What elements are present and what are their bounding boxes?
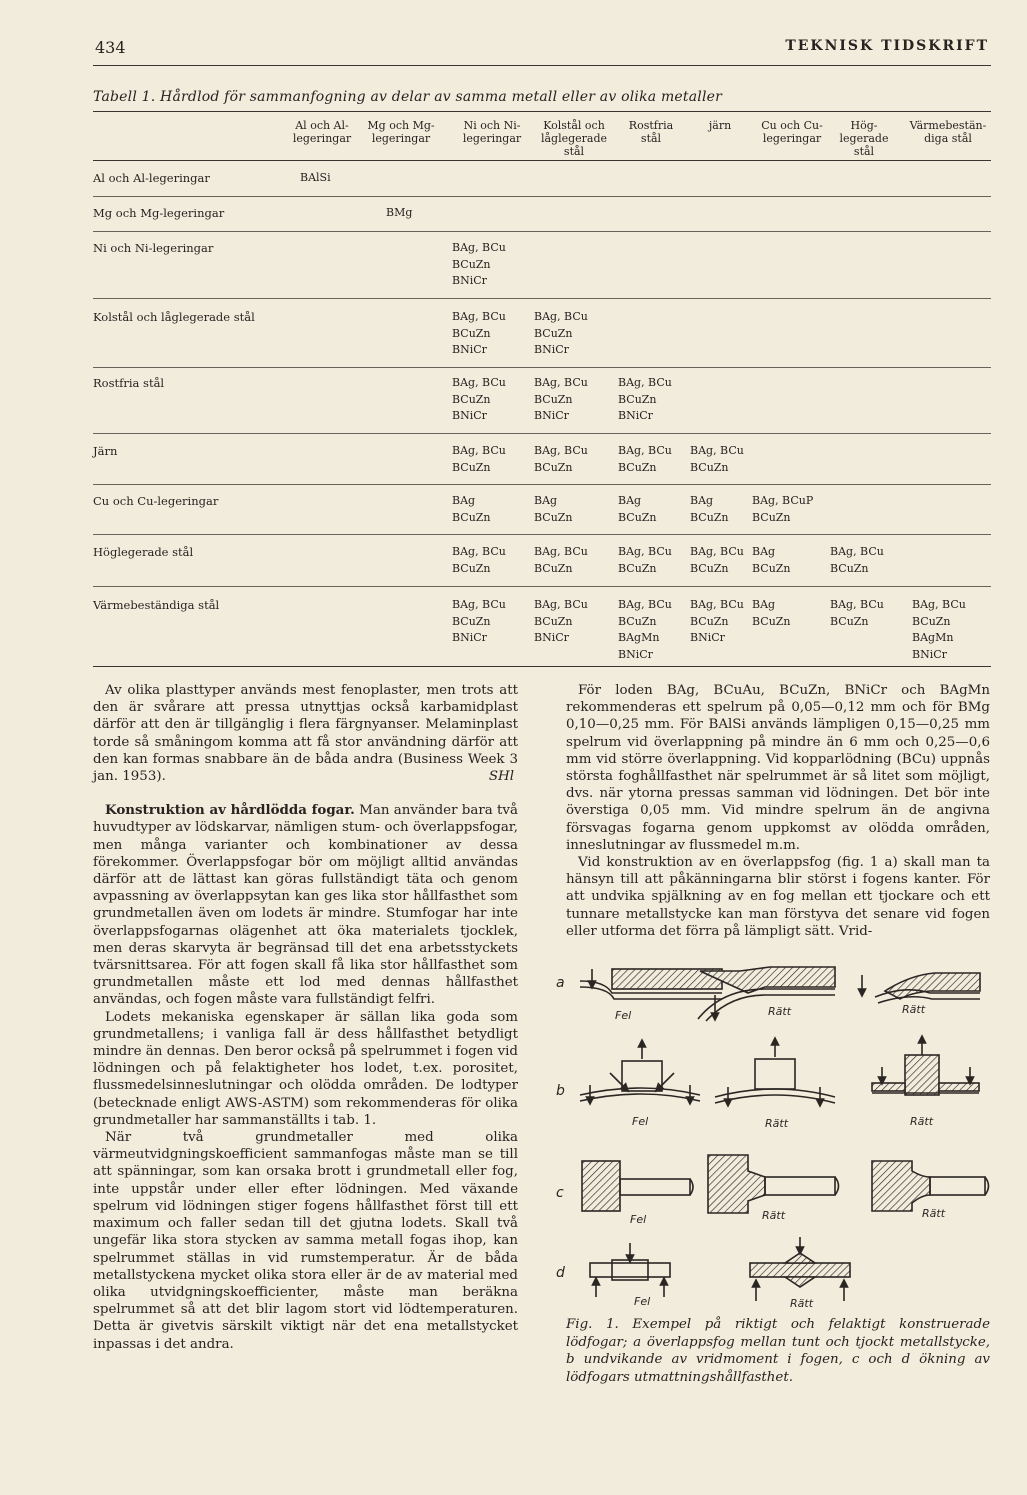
label-ratt-a2: Rätt [902,1003,926,1016]
table-bottom-rule [93,666,991,667]
row-label: Värmebeständiga stål [93,598,220,612]
table-cell: BAg BCuZn [534,494,573,524]
left-column [93,682,518,1353]
label-fel-d: Fel [634,1295,651,1308]
column-header: Rostfria stål [628,119,674,145]
table-cell: BAg, BCu BCuZn BNiCr [534,376,588,422]
label-ratt-a1: Rätt [768,1005,792,1018]
row-rule [93,534,991,535]
section-heading: Konstruktion av hårdlödda fogar. [105,802,355,819]
column-header: Kolstål och låglegerade stål [540,119,608,158]
column-header: Al och Al- legeringar [292,119,352,145]
table-cell: BAg, BCu BCuZn BNiCr [452,310,506,356]
table-cell: BMg [386,206,413,219]
row-label: Al och Al-legeringar [93,171,210,185]
row-label: Järn [93,444,118,458]
row-label: Höglegerade stål [93,545,194,559]
page-number: 434 [95,38,126,57]
label-d: d [556,1265,565,1281]
joint-c-fel [582,1161,693,1211]
table-cell: BAg BCuZn [752,598,791,628]
joint-c-ratt-1 [708,1155,839,1213]
table-cell: BAg, BCuP BCuZn [752,494,814,524]
figure-caption: Fig. 1. Exempel på riktigt och felaktigt konstruerade lödfogar; a överlappsfog mellan tunt och tjockt metallstycke, b undvikande av vridmoment i fogen, c och d ökning av lödfogars utmattningshållfasthet. [566,1317,990,1385]
table-cell: BAlSi [300,171,331,184]
paragraph-plastics: Av olika plasttyper används mest fenoplaster, men trots att den är svårare att pressa utnyttjas också karbamidplast därför att den är tillgänglig i flera färgnyanser. Melaminplast torde så småningom komma att få stor användning därför att den kan formas snabbare än de båda andra (Business Week 3 jan. 1953). SHl [93,683,518,785]
table-caption: Tabell 1. Hårdlod för sammanfogning av delar av samma metall eller av olika metaller [93,89,723,105]
row-rule [93,196,991,197]
label-ratt-c1: Rätt [762,1209,786,1222]
table-cell: BAg BCuZn [452,494,491,524]
row-label: Cu och Cu-legeringar [93,494,219,508]
table-cell: BAg BCuZn [618,494,657,524]
joint-b-fel [580,1043,700,1101]
row-label: Kolstål och låglegerade stål [93,310,255,324]
table-cell: BAg, BCu BCuZn [534,444,588,474]
label-ratt-b1: Rätt [765,1117,789,1130]
table-cell: BAg, BCu BCuZn BNiCr [534,598,588,644]
table-cell: BAg BCuZn [752,545,791,575]
table-cell: BAg, BCu BCuZn [452,545,506,575]
table-cell: BAg, BCu BCuZn [830,598,884,628]
row-rule [93,367,991,368]
joint-b-ratt-2 [872,1039,979,1095]
row-label: Rostfria stål [93,376,165,390]
table-cell: BAg, BCu BCuZn BNiCr [618,376,672,422]
column-header: Ni och Ni- legeringar [462,119,522,145]
column-header: Värmebestän- diga stål [909,119,987,145]
paragraph-lap-joint: Vid konstruktion av en överlappsfog (fig. 1 a) skall man ta hänsyn till att påkänningarna blir störst i fogens kanter. För att undvika spjälkning av en fog mellan ett tjockare och ett tunnare metallstycke kan man förstyva det senare vid fogen eller utforma det förra på lämpligt sätt. Vrid- [566,855,990,939]
label-fel-a: Fel [615,1009,632,1022]
table-cell: BAg, BCu BCuZn [690,444,744,474]
row-rule [93,231,991,232]
table-cell: BAg BCuZn [690,494,729,524]
joint-a-ratt-1 [698,967,835,1021]
column-header: järn [708,119,732,132]
column-header: Cu och Cu- legeringar [761,119,823,145]
label-a: a [556,975,565,991]
table-cell: BAg, BCu BCuZn BAgMn BNiCr [618,598,672,661]
table-cell: BAg, BCu BCuZn [690,545,744,575]
joint-a-ratt-2 [862,973,980,1003]
row-label: Mg och Mg-legeringar [93,206,225,220]
table-cell: BAg, BCu BCuZn [618,444,672,474]
table-cell: BAg, BCu BCuZn BNiCr [452,376,506,422]
joint-d-fel [590,1243,670,1297]
label-ratt-c2: Rätt [922,1207,946,1220]
table-cell: BAg, BCu BCuZn [452,444,506,474]
row-label: Ni och Ni-legeringar [93,241,214,255]
right-column [566,682,990,940]
table-cell: BAg, BCu BCuZn [830,545,884,575]
table-cell: BAg, BCu BCuZn BNiCr [690,598,744,644]
row-rule [93,484,991,485]
table-cell: BAg, BCu BCuZn BAgMn BNiCr [912,598,966,661]
paragraph-clearance: För loden BAg, BCuAu, BCuZn, BNiCr och BAgMn rekommenderas ett spelrum på 0,05—0,12 mm och för BMg 0,10—0,25 mm. För BAlSi används lämpligen 0,15—0,25 mm spelrum vid överlappning på mindre än 6 mm och 0,25—0,6 mm vid större överlappning. Vid kopparlödning (BCu) uppnås största foghållfasthet när spelrummet är så litet som möjligt, dvs. när ytorna pressas samman vid lödningen. Det bör inte överstiga 0,05 mm. Vid mindre spelrum än de angivna försvagas fogarna genom uppkomst av olödda områden, inneslutningar av flussmedel m.m. [566,683,990,853]
table-cell: BAg, BCu BCuZn [534,545,588,575]
header-rule [93,65,991,66]
column-header: Hög- legerade stål [839,119,889,158]
row-rule [93,586,991,587]
author-signature: SHl [488,769,514,785]
table-cell: BAg, BCu BCuZn BNiCr [534,310,588,356]
table-cell: BAg, BCu BCuZn BNiCr [452,241,506,287]
label-ratt-d: Rätt [790,1297,814,1310]
figure-1-joints [550,955,1000,1310]
journal-title: TEKNISK TIDSKRIFT [785,38,989,54]
joint-a-fel [580,969,722,999]
label-fel-b: Fel [632,1115,649,1128]
table-header-rule [93,160,991,161]
label-b: b [556,1083,565,1099]
column-header: Mg och Mg- legeringar [367,119,435,145]
table-top-rule [93,111,991,112]
label-ratt-b2: Rätt [910,1115,934,1128]
label-c: c [556,1185,564,1201]
joint-b-ratt-1 [715,1041,835,1103]
paragraph-construction: Konstruktion av hårdlödda fogar. Man använder bara två huvudtyper av lödskarvar, nämligen stum- och överlappsfogar, men många varianter och kombinationer av dessa förekommer. Överlappsfogar bör om möjligt alltid användas därför att de lättast kan göras fullständigt täta och genom avpassning av överlappsytan kan ges lika stor hållfasthet som grundmetallen även om lodets är mindre. Stumfogar har inte överlappsfogarnas olägenhet att öka materialets tjocklek, men deras skarvyta är begränsad till det ena arbetsstyckets tvärsnittsarea. För att fogen skall få lika stor hållfasthet som grundmetallen måste ett lod med dennas hållfasthet användas, och fogen måste vara fullständigt felfri. [93,802,518,1008]
row-rule [93,298,991,299]
paragraph-thermal-expansion: När två grundmetaller med olika värmeutvidgningskoefficient sammanfogas måste man se till att spänningar, som kan orsaka brott i grundmetall eller fog, inte uppstår under eller efter lödningen. Med växande spelrum vid lödningen stiger fogens hållfasthet först till ett maximum och faller sedan till det gjutna lodets. Skall två ungefär lika stora stycken av samma metall fogas ihop, kan spelrummet ställas in vid rumstemperatur. Är de båda metallstyckena mycket olika stora eller är de av material med olika utvidgningskoefficienter, måste man beräkna spelrummet så att det blir lagom stort vid lödtemperaturen. Detta är givetvis särskilt viktigt när det ena metallstycket inpassas i det andra. [93,1130,518,1352]
table-cell: BAg, BCu BCuZn BNiCr [452,598,506,644]
table-cell: BAg, BCu BCuZn [618,545,672,575]
joint-d-ratt [750,1237,850,1301]
label-fel-c: Fel [630,1213,647,1226]
joint-c-ratt-2 [872,1161,989,1211]
paragraph-solder-properties: Lodets mekaniska egenskaper är sällan lika goda som grundmetallens; i vanliga fall är dess hållfasthet betydligt mindre än dennas. Den beror också på spelrummet i fogen vid lödningen och på felaktigheter hos lodet, t.ex. porositet, flussmedelsinneslutningar och olödda områden. De lodtyper (betecknade enligt AWS-ASTM) som rekommenderas för olika grundmetaller har sammanställts i tab. 1. [93,1009,518,1128]
row-rule [93,433,991,434]
